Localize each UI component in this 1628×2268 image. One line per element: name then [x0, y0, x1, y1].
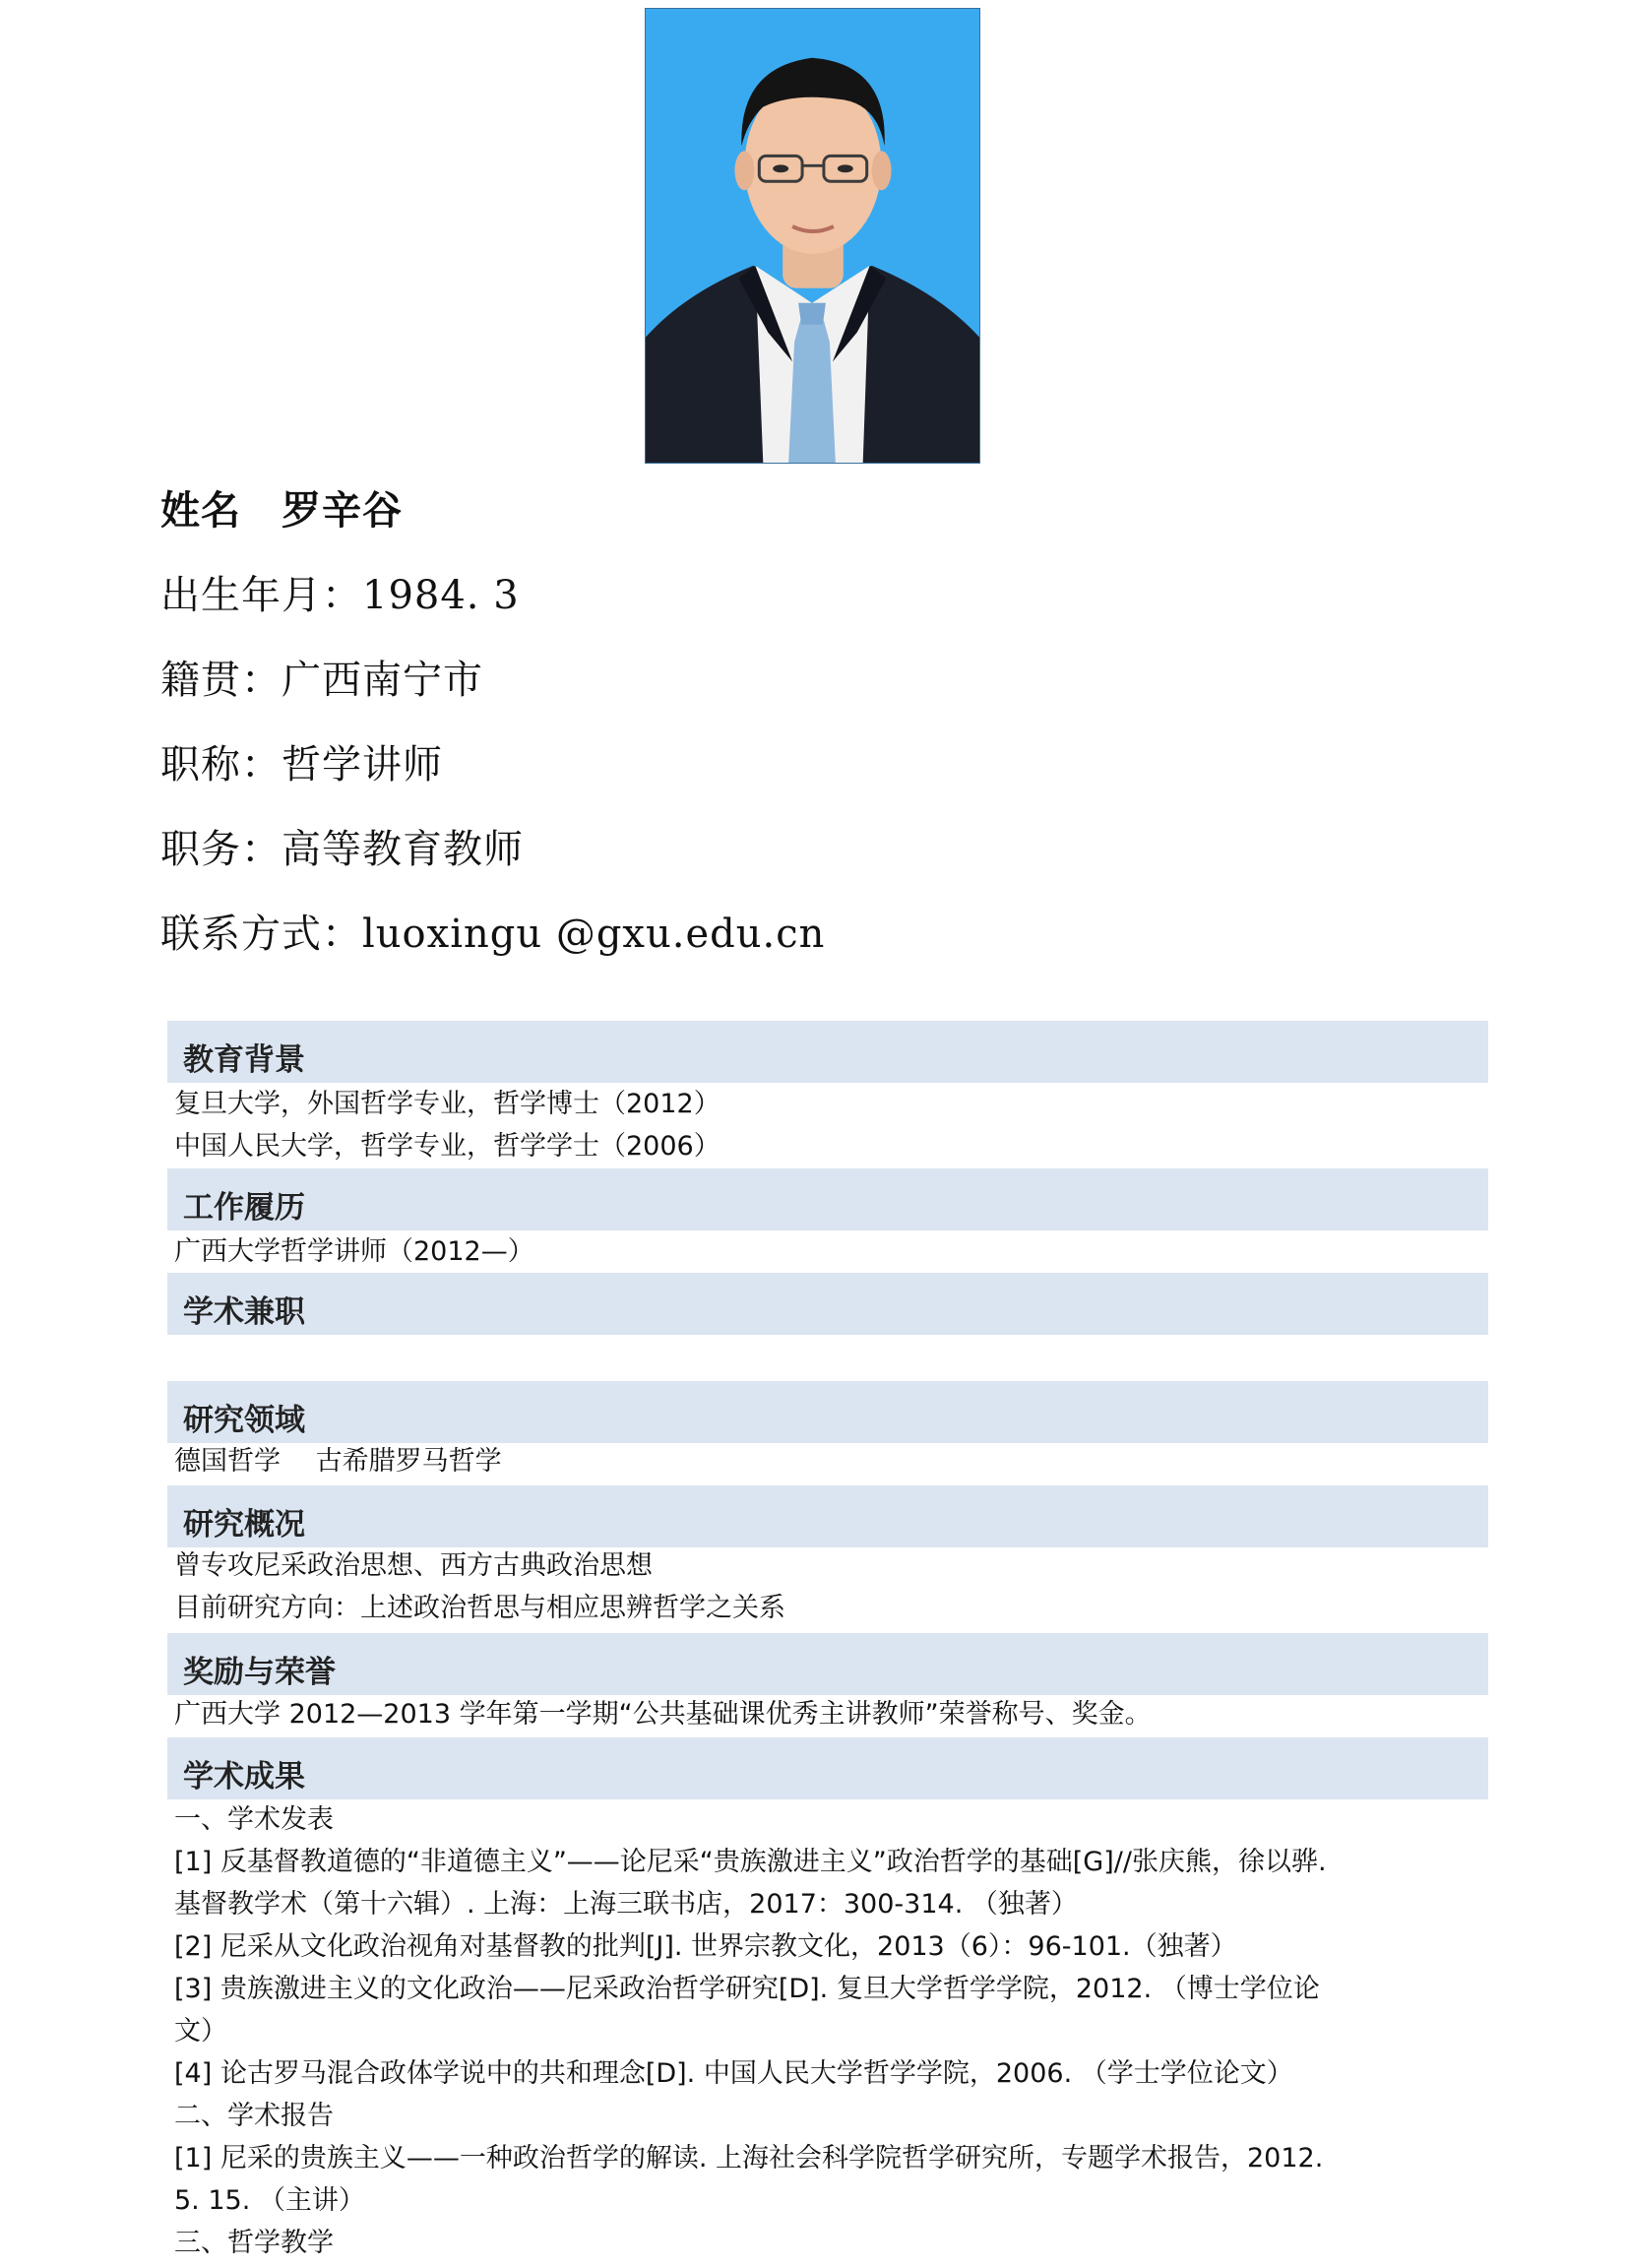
- list-item: 曾专攻尼采政治思想、西方古典政治思想: [174, 1550, 653, 1581]
- portrait-image: [646, 9, 979, 463]
- list-item: 德国哲学 古希腊罗马哲学: [174, 1446, 502, 1477]
- list-item: [1] 尼采的贵族主义——一种政治哲学的解读. 上海社会科学院哲学研究所，专题学术报告，2012.: [174, 2143, 1324, 2174]
- list-item: 广西大学哲学讲师（2012—）: [174, 1236, 534, 1267]
- section-awards: [167, 1633, 1488, 1695]
- name-value: 罗辛谷: [282, 488, 403, 534]
- list-item: [2] 尼采从文化政治视角对基督教的批判[J]. 世界宗教文化，2013（6）：96-101.（独著）: [174, 1931, 1237, 1962]
- section-title: 教育背景: [183, 1042, 305, 1078]
- section-work: [167, 1168, 1488, 1230]
- position-line: 职务：高等教育教师: [160, 827, 524, 872]
- section-title: 研究概况: [183, 1507, 305, 1543]
- list-item: 中国人民大学，哲学专业，哲学学士（2006）: [174, 1131, 720, 1162]
- section-education: [167, 1021, 1488, 1083]
- contact-line: 联系方式：luoxingu @gxu.edu.cn: [160, 912, 826, 957]
- title-line: 职称：哲学讲师: [160, 742, 443, 788]
- name-label: 姓名: [160, 488, 241, 534]
- origin-line: 籍贯：广西南宁市: [160, 658, 483, 703]
- list-item: [1] 反基督教道德的“非道德主义”——论尼采“贵族激进主义”政治哲学的基础[G]//张庆熊，徐以骅.: [174, 1847, 1327, 1877]
- section-title: 学术兼职: [183, 1294, 305, 1330]
- list-item: 5. 15. （主讲）: [174, 2185, 365, 2216]
- list-item: 复旦大学，外国哲学专业，哲学博士（2012）: [174, 1089, 720, 1119]
- list-item: 广西大学 2012—2013 学年第一学期“公共基础课优秀主讲教师”荣誉称号、奖金。: [174, 1699, 1152, 1730]
- list-item: 文）: [174, 2016, 227, 2047]
- list-item: 一、学术发表: [174, 1804, 334, 1835]
- name-line: [160, 488, 403, 534]
- section-academic-roles: [167, 1273, 1488, 1335]
- section-title: 工作履历: [183, 1190, 305, 1226]
- list-item: 基督教学术（第十六辑）. 上海：上海三联书店，2017：300-314. （独著）: [174, 1889, 1078, 1920]
- list-item: 三、哲学教学: [174, 2228, 334, 2258]
- list-item: [4] 论古罗马混合政体学说中的共和理念[D]. 中国人民大学哲学学院，2006. （学士学位论文）: [174, 2058, 1293, 2089]
- list-item: 目前研究方向：上述政治哲思与相应思辨哲学之关系: [174, 1593, 785, 1623]
- section-research-overview: [167, 1485, 1488, 1547]
- profile-photo: [645, 8, 980, 464]
- section-title: 奖励与荣誉: [183, 1655, 336, 1690]
- list-item: [3] 贵族激进主义的文化政治——尼采政治哲学研究[D]. 复旦大学哲学学院，2012. （博士学位论: [174, 1974, 1320, 2004]
- section-achievements: [167, 1737, 1488, 1799]
- section-title: 学术成果: [183, 1759, 305, 1795]
- section-title: 研究领域: [183, 1403, 305, 1438]
- list-item: 二、学术报告: [174, 2101, 334, 2131]
- birth-line: 出生年月：1984. 3: [160, 573, 520, 618]
- section-research-fields: [167, 1381, 1488, 1443]
